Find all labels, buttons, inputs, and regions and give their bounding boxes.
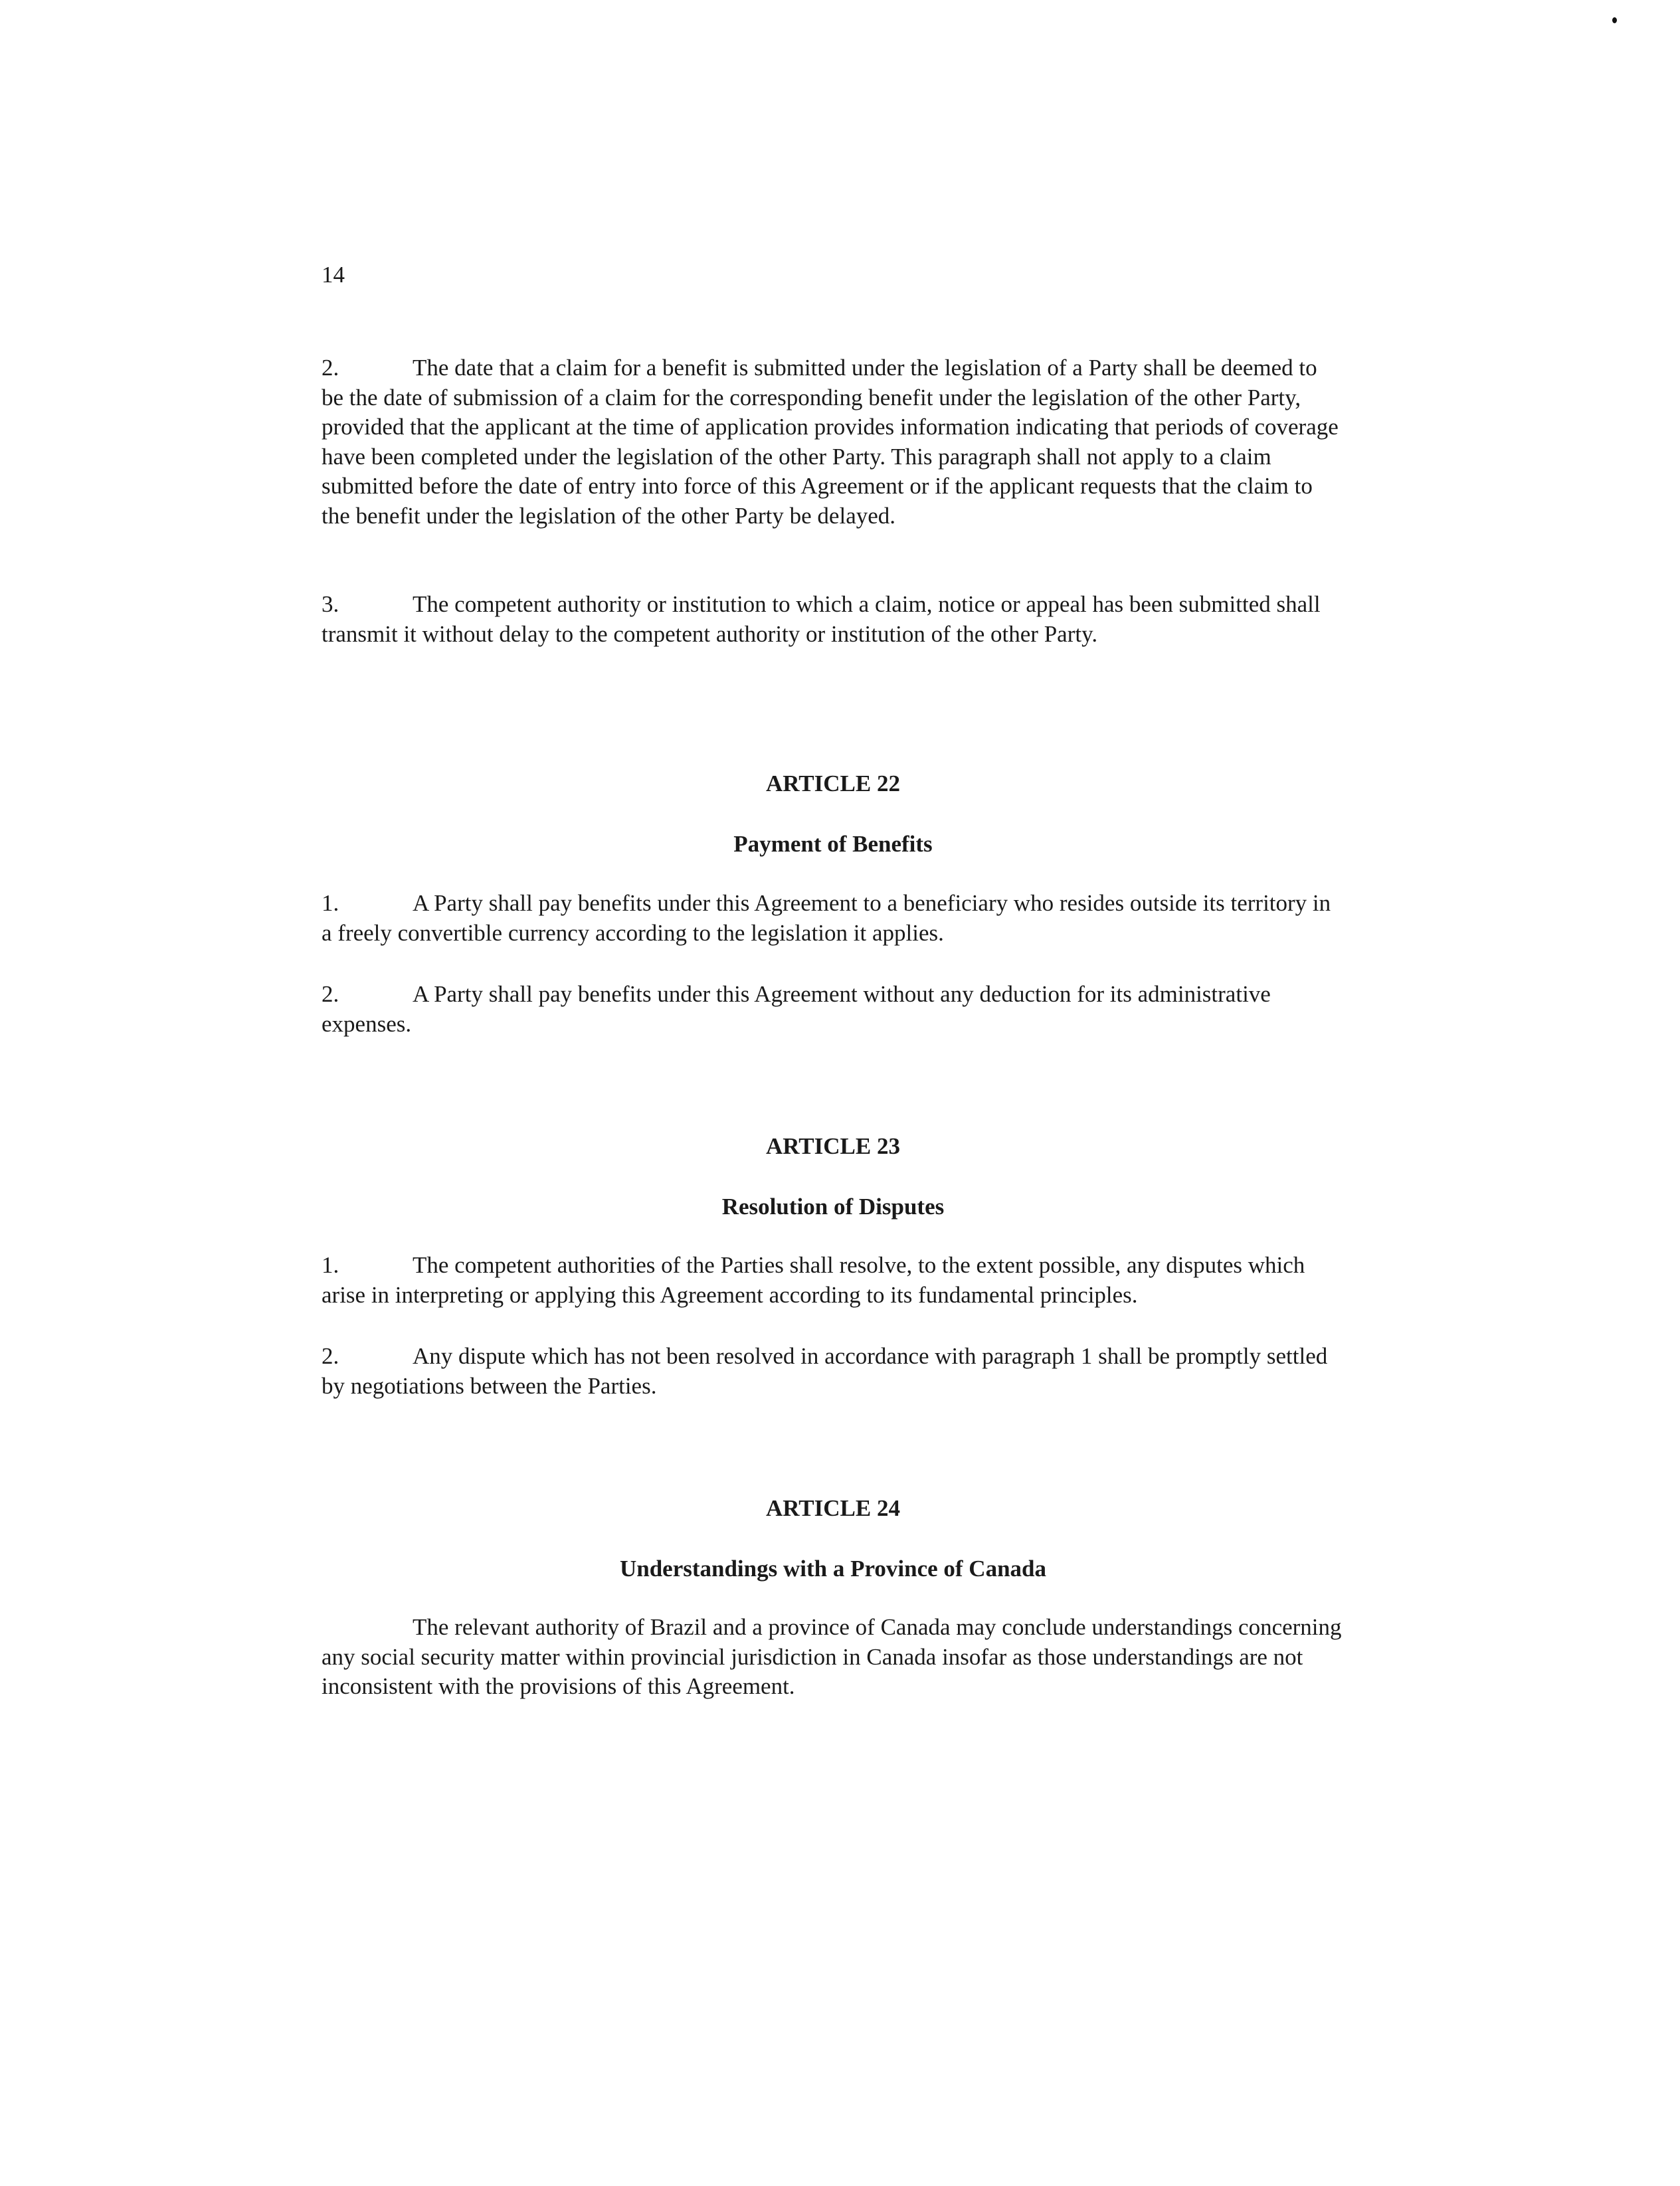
paragraph-number: 2. bbox=[322, 981, 339, 1007]
article-24-paragraph bbox=[322, 1613, 1345, 1702]
article-23-paragraph-1 bbox=[322, 1251, 1345, 1310]
paragraph-text: The relevant authority of Brazil and a province of Canada may conclude understandings concerning any social security matter within provincial jurisdiction in Canada insofar as those understandings are not inconsistent with the provisions of this Agreement. bbox=[322, 1614, 1342, 1699]
paragraph-2-claim-date bbox=[322, 353, 1345, 531]
paragraph-3-transmit-claim bbox=[322, 590, 1345, 649]
article-22-heading: ARTICLE 22 bbox=[765, 771, 900, 796]
paragraph-text: The competent authority or institution to which a claim, notice or appeal has been submitted shall transmit it without delay to the competent authority or institution of the other Party. bbox=[322, 591, 1321, 647]
paragraph-number: 3. bbox=[322, 591, 339, 617]
paragraph-text: A Party shall pay benefits under this Agreement without any deduction for its administrative expenses. bbox=[322, 981, 1271, 1037]
article-23-heading: ARTICLE 23 bbox=[765, 1133, 900, 1159]
article-22-paragraph-1 bbox=[322, 889, 1345, 948]
paragraph-number: 2. bbox=[322, 355, 339, 381]
paragraph-number: 1. bbox=[322, 890, 339, 916]
article-24-subheading: Understandings with a Province of Canada bbox=[619, 1556, 1047, 1582]
article-22-subheading: Payment of Benefits bbox=[733, 831, 933, 857]
article-23-paragraph-2 bbox=[322, 1342, 1345, 1401]
paragraph-number: 1. bbox=[322, 1252, 339, 1278]
scan-speck bbox=[1612, 17, 1617, 23]
article-24-heading: ARTICLE 24 bbox=[765, 1495, 900, 1521]
paragraph-text: A Party shall pay benefits under this Agreement to a beneficiary who resides outside its territory in a freely convertible currency according to the legislation it applies. bbox=[322, 890, 1331, 946]
paragraph-text: The date that a claim for a benefit is submitted under the legislation of a Party shall be deemed to be the date of submission of a claim for the corresponding benefit under the legislation of the other Party, provided that the applicant at the time of application provides information indicating that periods of coverage have been completed under the legislation of the other Party. This paragraph shall not apply to a claim submitted before the date of entry into force of this Agreement or if the applicant requests that the claim to the benefit under the legislation of the other Party be delayed. bbox=[322, 355, 1339, 529]
paragraph-number: 2. bbox=[322, 1343, 339, 1369]
page-number: 14 bbox=[322, 262, 345, 288]
article-22-paragraph-2 bbox=[322, 980, 1345, 1039]
paragraph-text: Any dispute which has not been resolved in accordance with paragraph 1 shall be promptly settled by negotiations between the Parties. bbox=[322, 1343, 1328, 1399]
article-23-subheading: Resolution of Disputes bbox=[721, 1194, 945, 1220]
paragraph-text: The competent authorities of the Parties shall resolve, to the extent possible, any disputes which arise in interpreting or applying this Agreement according to its fundamental principles. bbox=[322, 1252, 1305, 1308]
